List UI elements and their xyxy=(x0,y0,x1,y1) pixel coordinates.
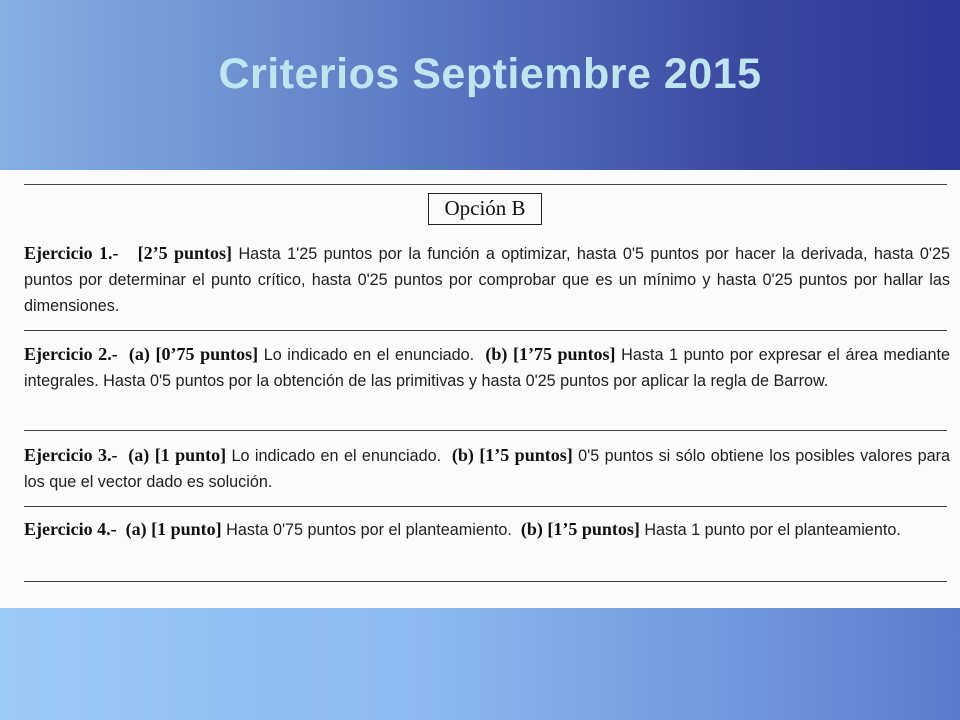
exercise-4 xyxy=(24,516,950,543)
divider-bottom xyxy=(24,581,947,582)
exercise-4a-tag: (a) xyxy=(125,519,147,539)
option-label: Opción B xyxy=(428,193,542,225)
exercise-4a-points: [1 punto] xyxy=(151,519,222,539)
divider xyxy=(24,330,947,331)
exercise-3b-text: 0'5 puntos si sólo obtiene los posibles valores para los que el vector dado es solución. xyxy=(24,447,951,491)
divider-top xyxy=(24,184,947,185)
footer-background xyxy=(0,608,960,720)
exercise-4-label: Ejercicio 4.- xyxy=(24,519,117,539)
exercise-3 xyxy=(24,442,950,495)
exercise-4a-text: Hasta 0'75 puntos por el planteamiento. xyxy=(226,521,512,539)
divider xyxy=(24,506,947,507)
exercise-4b-points: [1’5 puntos] xyxy=(547,519,640,539)
exercise-1 xyxy=(24,240,950,319)
exercise-3-label: Ejercicio 3.- xyxy=(24,445,118,465)
exercise-2a-tag: (a) xyxy=(128,344,150,364)
exercise-3b-points: [1’5 puntos] xyxy=(479,445,573,465)
exercise-2b-tag: (b) xyxy=(485,344,508,364)
exercise-3a-points: [1 punto] xyxy=(154,445,227,465)
exercise-1-points: [2’5 puntos] xyxy=(137,243,233,263)
exercise-2a-text: Lo indicado en el enunciado. xyxy=(263,346,475,364)
exercise-2 xyxy=(24,341,950,394)
exercise-2-label: Ejercicio 2.- xyxy=(24,344,118,364)
exercise-2a-points: [0’75 puntos] xyxy=(155,344,259,364)
slide-title: Criterios Septiembre 2015 xyxy=(218,50,762,98)
exercise-4b-text: Hasta 1 punto por el planteamiento. xyxy=(644,521,901,539)
exercise-4b-tag: (b) xyxy=(520,519,543,539)
exercise-3a-text: Lo indicado en el enunciado. xyxy=(231,447,442,465)
exercise-1-label: Ejercicio 1.- xyxy=(24,243,119,263)
divider xyxy=(24,430,947,431)
exercise-2b-text: Hasta 1 punto por expresar el área mediante integrales. Hasta 0'5 puntos por la obtención de las primitivas y hasta 0'25 puntos por aplicar la regla de Barrow. xyxy=(24,346,951,390)
exercise-2b-points: [1’75 puntos] xyxy=(512,344,616,364)
exercise-3b-tag: (b) xyxy=(451,445,474,465)
scanned-document xyxy=(0,170,960,608)
exercise-1-text: Hasta 1'25 puntos por la función a optimizar, hasta 0'5 puntos por hacer la derivada, hasta 0'25 puntos por determinar el punto crítico, hasta 0'25 puntos por comprobar que es un mínimo y hasta 0'25 puntos por hallar las dimensiones. xyxy=(24,245,951,315)
exercise-3a-tag: (a) xyxy=(128,445,150,465)
